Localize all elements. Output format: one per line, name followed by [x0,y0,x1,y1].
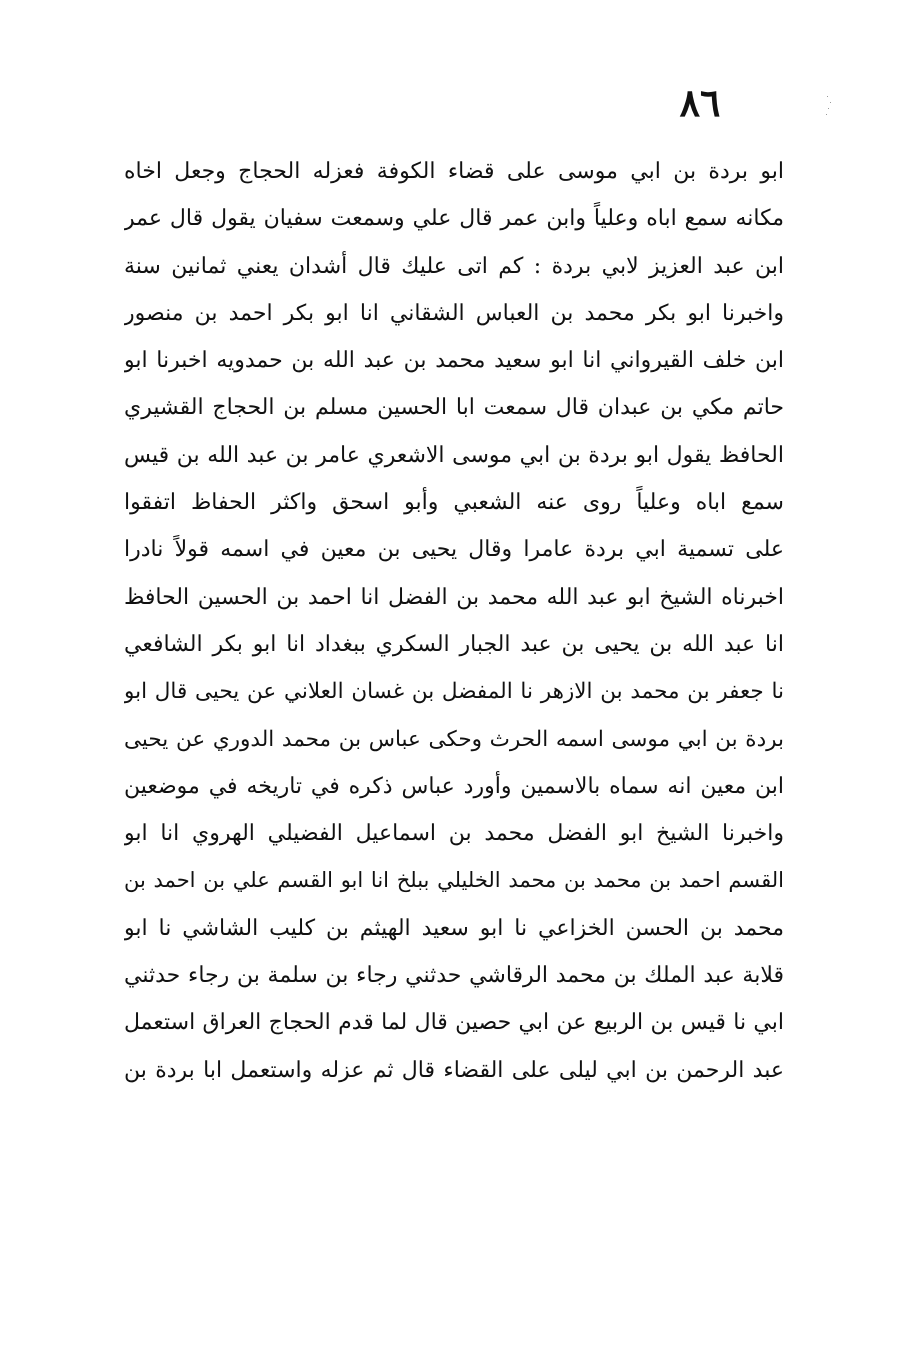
text-line-13: بردة بن ابي موسى اسمه الحرث وحكى عباس بن محمد الدوري عن يحيى [124,726,784,752]
text-line-2: مكانه سمع اباه وعلياً وابن عمر قال علي وسمعت سفيان يقول قال عمر [124,206,784,232]
text-line-1: ابو بردة بن ابي موسى على قضاء الكوفة فعزله الحجاج وجعل اخاه [124,159,784,184]
speck [828,108,829,109]
speck [826,114,827,115]
text-line-5: ابن خلف القيرواني انا ابو سعيد محمد بن عبد الله بن حمدويه اخبرنا ابو [124,348,784,374]
text-line-4: واخبرنا ابو بكر محمد بن العباس الشقاني انا ابو بكر احمد بن منصور [124,300,784,326]
text-line-11: انا عبد الله بن يحيى بن عبد الجبار السكري ببغداد انا ابو بكر الشافعي [124,631,784,657]
text-line-7: الحافظ يقول ابو بردة بن ابي موسى الاشعري عامر بن عبد الله بن قيس [124,442,784,468]
text-line-10: اخبرناه الشيخ ابو عبد الله محمد بن الفضل انا احمد بن الحسين الحافظ [124,584,784,610]
text-line-20: عبد الرحمن بن ابي ليلى على القضاء قال ثم عزله واستعمل ابا بردة بن [124,1057,784,1083]
text-line-3: ابن عبد العزيز لابي بردة : كم اتى عليك قال أشدان يعني ثمانين سنة [124,253,784,279]
speck [827,96,828,97]
margin-specks [826,96,832,120]
text-line-12: نا جعفر بن محمد بن الازهر نا المفضل بن غسان العلاني عن يحيى قال ابو [124,679,784,705]
text-line-14: ابن معين انه سماه بالاسمين وأورد عباس ذكره في تاريخه في موضعين [124,773,784,799]
text-line-6: حاتم مكي بن عبدان قال سمعت ابا الحسين مسلم بن الحجاج القشيري [124,395,784,421]
text-line-9: على تسمية ابي بردة عامرا وقال يحيى بن معين في اسمه قولاً نادرا [124,537,784,563]
text-line-17: محمد بن الحسن الخزاعي نا ابو سعيد الهيثم بن كليب الشاشي نا ابو [124,915,784,941]
text-line-18: قلابة عبد الملك بن محمد الرقاشي حدثني رجاء بن سلمة بن رجاء حدثني [124,963,784,989]
page-number: ٨٦ [679,80,721,125]
text-line-16: القسم احمد بن محمد بن محمد الخليلي ببلخ انا ابو القسم علي بن احمد بن [124,868,784,893]
body-text [124,148,784,1094]
text-line-8: سمع اباه وعلياً روى عنه الشعبي وأبو اسحق واكثر الحفاظ اتفقوا [124,490,784,516]
speck [830,102,831,103]
text-line-19: ابي نا قيس بن الربيع عن ابي حصين قال لما قدم الحجاج العراق استعمل [124,1010,784,1036]
text-line-15: واخبرنا الشيخ ابو الفضل محمد بن اسماعيل الفضيلي الهروي انا ابو [124,821,784,847]
